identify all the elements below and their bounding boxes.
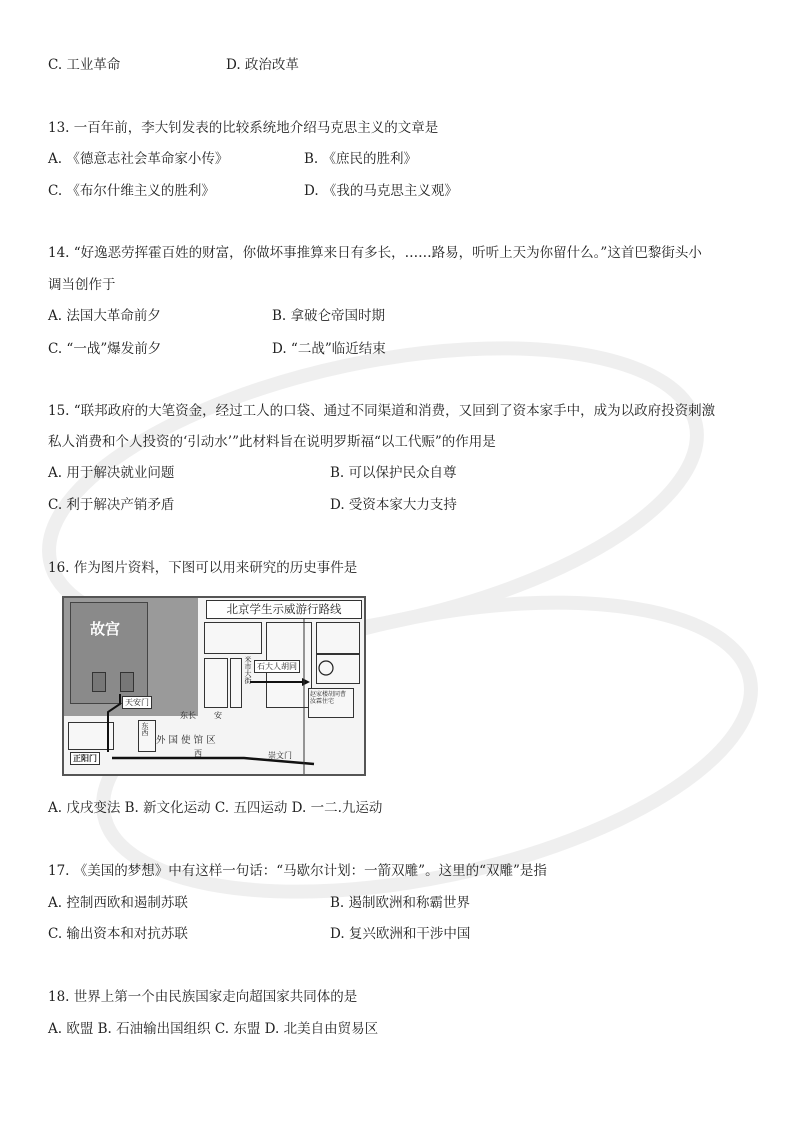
q15-option-b: B. 可以保护民众自尊 — [330, 465, 457, 481]
q15-option-a: A. 用于解决就业问题 — [48, 465, 175, 481]
q12-option-d: D. 政治改革 — [226, 57, 299, 73]
q13-option-a: A. 《德意志社会革命家小传》 — [48, 151, 229, 167]
fire-icon — [319, 661, 333, 675]
q14-option-c: C. “一战”爆发前夕 — [48, 341, 162, 357]
q16-stem: 16. 作为图片资料，下图可以用来研究的历史事件是 — [48, 560, 358, 576]
nanchi-label: 东西 — [141, 722, 149, 736]
gugong-label: 故宫 — [90, 620, 121, 638]
jiaomin-label: 西 — [194, 749, 202, 758]
q18-options: A. 欧盟 B. 石油输出国组织 C. 东盟 D. 北美自由贸易区 — [48, 1021, 379, 1037]
map-title: 北京学生示威游行路线 — [206, 600, 362, 619]
q12-option-c: C. 工业革命 — [48, 57, 121, 73]
q17-option-d: D. 复兴欧洲和干涉中国 — [330, 926, 471, 942]
q17-option-b: B. 遏制欧洲和称霸世界 — [330, 895, 471, 911]
q13-option-b: B. 《庶民的胜利》 — [304, 151, 418, 167]
q13-stem: 13. 一百年前，李大钊发表的比较系统地介绍马克思主义的文章是 — [48, 120, 439, 136]
q17-option-c: C. 输出资本和对抗苏联 — [48, 926, 188, 942]
q18-stem: 18. 世界上第一个由民族国家走向超国家共同体的是 — [48, 989, 358, 1005]
q14-option-a: A. 法国大革命前夕 — [48, 308, 161, 324]
hutong-label: 石大人胡同 — [254, 660, 300, 673]
march-route — [64, 598, 364, 774]
route-arrow-head — [302, 678, 310, 686]
q17-option-a: A. 控制西欧和遏制苏联 — [48, 895, 188, 911]
zhengyangmen-label: 正阳门 — [70, 752, 100, 765]
beijing-march-route-map — [62, 596, 366, 776]
q16-options: A. 戊戌变法 B. 新文化运动 C. 五四运动 D. 一二.九运动 — [48, 800, 383, 816]
q15-stem-line2: 私人消费和个人投资的‘引动水’”此材料旨在说明罗斯福“以工代赈”的作用是 — [48, 434, 496, 450]
q14-stem-line1: 14. “好逸恶劳挥霍百姓的财富，你做坏事推算来日有多长，……路易，听听上天为你留什么。”这首巴黎街头小 — [48, 245, 702, 261]
dongdan-label: 东长 — [180, 711, 196, 720]
q17-stem: 17. 《美国的梦想》中有这样一句话：“马歇尔计划：一箭双雕”。这里的“双雕”是指 — [48, 863, 547, 879]
road-label: 安 — [214, 711, 222, 720]
q14-stem-line2: 调当创作于 — [48, 277, 116, 293]
q15-option-c: C. 利于解决产销矛盾 — [48, 497, 175, 513]
chongwenmen-label: 崇文门 — [268, 751, 292, 760]
street-label: 米市大街 — [244, 656, 252, 684]
tiananmen-label: 天安门 — [122, 696, 152, 709]
q13-option-c: C. 《布尔什维主义的胜利》 — [48, 183, 215, 199]
legation-label: 外 国 使 馆 区 — [156, 735, 216, 746]
route-south — [112, 758, 314, 764]
q14-option-b: B. 拿破仑帝国时期 — [272, 308, 386, 324]
q15-stem-line1: 15. “联邦政府的大笔资金，经过工人的口袋、通过不同渠道和消费，又回到了资本家手中，成为以政府投资刺激 — [48, 403, 716, 419]
q15-option-d: D. 受资本家大力支持 — [330, 497, 457, 513]
q14-option-d: D. “二战”临近结束 — [272, 341, 386, 357]
route-line — [108, 694, 120, 752]
residence-label: 赵家楼胡同曹汝霖住宅 — [310, 691, 347, 705]
q13-option-d: D. 《我的马克思主义观》 — [304, 183, 458, 199]
